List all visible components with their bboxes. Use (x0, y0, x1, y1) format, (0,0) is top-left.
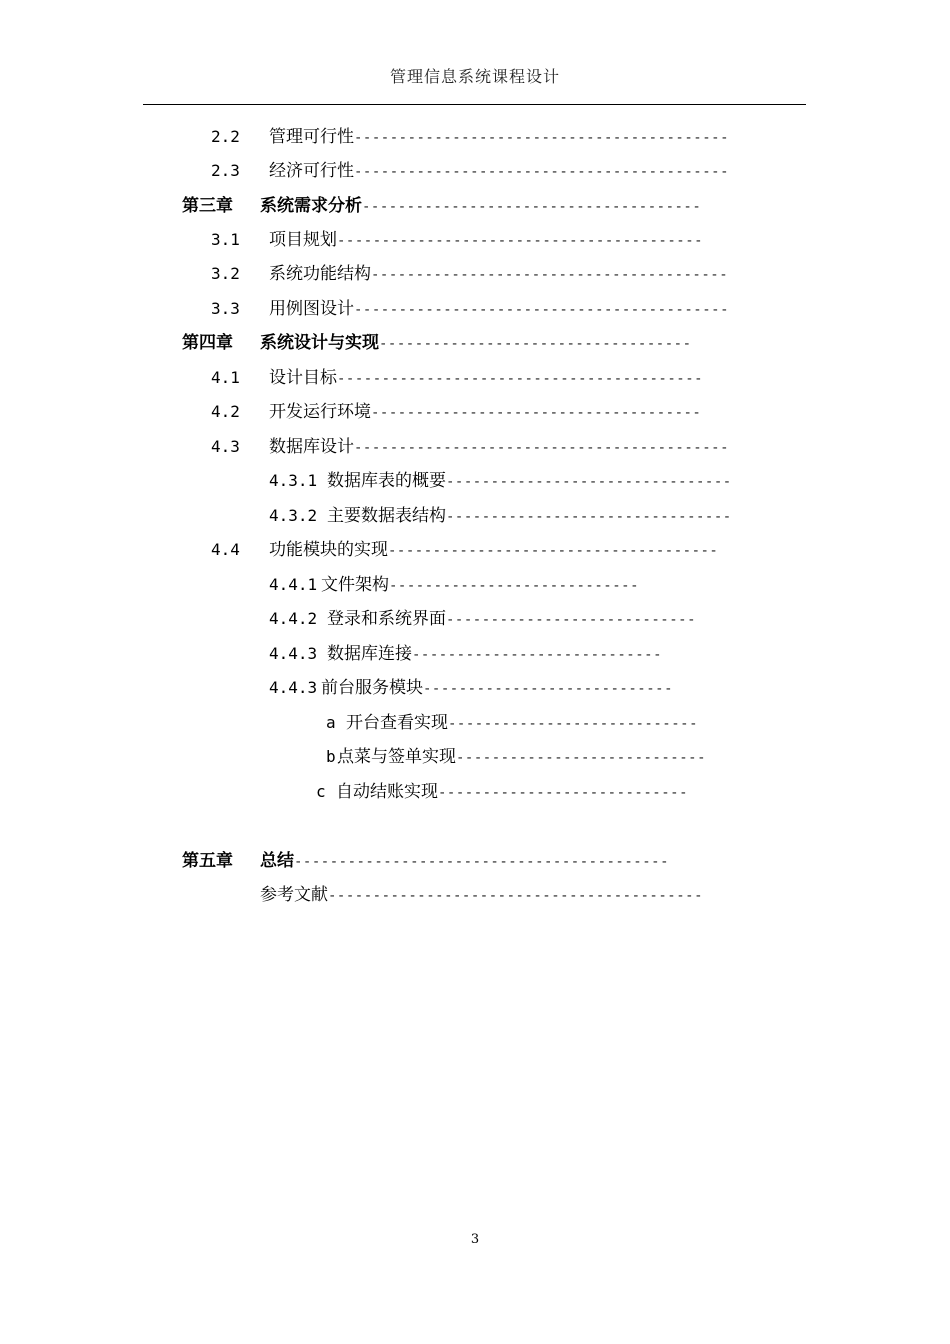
toc-title: 开台查看实现 (346, 713, 448, 733)
toc-number: 4.3.2 (269, 506, 318, 525)
toc-number: b (326, 747, 336, 766)
toc-title: 文件架构 (321, 575, 389, 595)
toc-title: 系统需求分析 (260, 196, 362, 216)
toc-entry-4-4-1[interactable] (269, 573, 639, 597)
toc-title: 用例图设计 (269, 299, 354, 319)
toc-title: 管理可行性 (269, 127, 354, 147)
toc-title: 数据库连接 (327, 644, 412, 664)
toc-number: 第四章 (182, 333, 233, 353)
toc-number: 第五章 (182, 851, 233, 871)
toc-entry-b[interactable] (326, 745, 706, 769)
toc-entry-3-2[interactable] (211, 262, 728, 286)
toc-entry-4-4-2[interactable] (269, 607, 696, 631)
toc-title: 设计目标 (269, 368, 337, 388)
toc-leader: ---------------------------- (412, 647, 663, 663)
toc-number: c (316, 782, 326, 801)
toc-leader: ------------------------------------- (388, 543, 719, 559)
toc-number: 4.2 (211, 402, 240, 421)
toc-leader: ------------------------------------------ (354, 302, 730, 318)
toc-entry-4-3-1[interactable] (269, 469, 732, 493)
toc-entry-4-2[interactable] (211, 400, 701, 424)
toc-leader: ------------------------------------------ (354, 164, 730, 180)
toc-number: 4.3.1 (269, 471, 318, 490)
toc-title: 自动结账实现 (336, 782, 438, 802)
toc-title: 系统设计与实现 (260, 333, 379, 353)
toc-chapter-3[interactable] (182, 194, 701, 218)
toc-leader: ---------------------------- (448, 716, 699, 732)
toc-number: 4.4.1 (269, 575, 318, 594)
toc-entry-4-1[interactable] (211, 366, 703, 390)
toc-entry-2-3[interactable] (211, 159, 729, 183)
toc-leader: ---------------------------------------- (371, 267, 729, 283)
toc-number: 第三章 (182, 196, 233, 216)
toc-chapter-5[interactable] (182, 849, 669, 873)
toc-leader: ---------------------------- (423, 681, 674, 697)
toc-number: a (326, 713, 336, 732)
toc-title: 功能模块的实现 (269, 540, 388, 560)
toc-entry-references[interactable] (260, 883, 703, 907)
page-number: 3 (470, 1232, 480, 1247)
toc-title: 点菜与签单实现 (337, 747, 456, 767)
toc-entry-a[interactable] (326, 711, 698, 735)
toc-number: 4.4.3 (269, 644, 318, 663)
toc-leader: ------------------------------------------ (354, 130, 730, 146)
toc-number: 3.3 (211, 299, 240, 318)
toc-leader: -------------------------------------- (362, 199, 702, 215)
toc-leader: ------------------------------------- (371, 405, 702, 421)
toc-leader: ---------------------------- (389, 578, 640, 594)
toc-entry-c[interactable] (316, 780, 688, 804)
toc-entry-4-4-3-frontdesk[interactable] (269, 676, 673, 700)
toc-title: 数据库表的概要 (327, 471, 446, 491)
toc-entry-2-2[interactable] (211, 125, 729, 149)
toc-leader: ------------------------------------------ (328, 888, 704, 904)
toc-entry-4-3-2[interactable] (269, 504, 732, 528)
toc-title: 项目规划 (269, 230, 337, 250)
toc-number: 3.1 (211, 230, 240, 249)
toc-leader: ---------------------------- (456, 750, 707, 766)
toc-entry-4-4-3[interactable] (269, 642, 662, 666)
toc-entry-4-4[interactable] (211, 538, 718, 562)
page-header: 管理信息系统课程设计 (389, 67, 560, 86)
toc-leader: -------------------------------- (446, 509, 732, 525)
toc-leader: ----------------------------------------- (337, 233, 704, 249)
toc-entry-4-3[interactable] (211, 435, 729, 459)
toc-leader: ------------------------------------------ (294, 854, 670, 870)
toc-number: 2.3 (211, 161, 240, 180)
toc-title: 经济可行性 (269, 161, 354, 181)
toc-title: 系统功能结构 (269, 264, 371, 284)
toc-number: 2.2 (211, 127, 240, 146)
toc-title: 前台服务模块 (321, 678, 423, 698)
toc-entry-3-3[interactable] (211, 297, 729, 321)
toc-entry-3-1[interactable] (211, 228, 703, 252)
toc-title: 开发运行环境 (269, 402, 371, 422)
toc-number: 4.4 (211, 540, 240, 559)
toc-number: 4.3 (211, 437, 240, 456)
toc-leader: ---------------------------- (438, 785, 689, 801)
toc-leader: -------------------------------- (446, 474, 732, 490)
toc-title: 总结 (260, 851, 294, 871)
toc-title: 主要数据表结构 (327, 506, 446, 526)
toc-title: 参考文献 (260, 885, 328, 905)
header-rule (143, 104, 806, 105)
toc-title: 数据库设计 (269, 437, 354, 457)
toc-leader: ----------------------------------------- (337, 371, 704, 387)
toc-leader: ----------------------------------- (379, 336, 692, 352)
toc-title: 登录和系统界面 (327, 609, 446, 629)
toc-leader: ---------------------------- (446, 612, 697, 628)
toc-number: 4.4.2 (269, 609, 318, 628)
toc-chapter-4[interactable] (182, 331, 692, 355)
toc-number: 3.2 (211, 264, 240, 283)
toc-number: 4.1 (211, 368, 240, 387)
toc-number: 4.4.3 (269, 678, 318, 697)
toc-leader: ------------------------------------------ (354, 440, 730, 456)
